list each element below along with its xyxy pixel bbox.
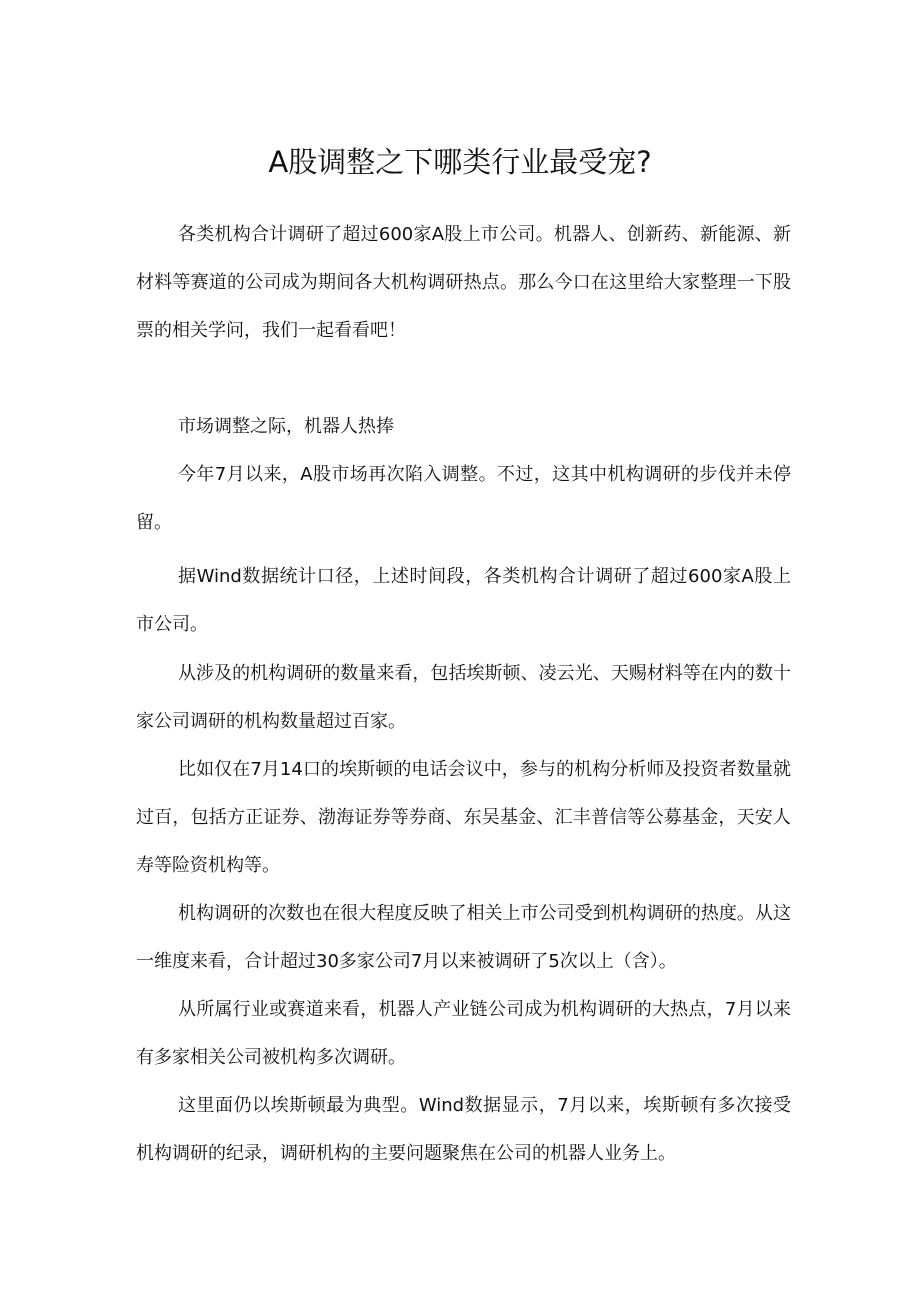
section-heading-text: 市场调整之际，机器人热捧 xyxy=(178,416,394,437)
document-title: A股调整之下哪类行业最受宠? xyxy=(268,145,652,179)
paragraph-text: 机构调研的次数也在很大程度反映了相关上市公司受到机构调研的热度。从这一维度来看，合计超过30多家公司7月以来被调研了5次以上（含）。 xyxy=(136,903,791,972)
paragraph-text: 今年7月以来，A股市场再次陷入调整。不过，这其中机构调研的步伐并未停留。 xyxy=(136,464,791,533)
paragraph-research-count xyxy=(136,650,791,746)
paragraph-wind-statistics xyxy=(136,553,791,649)
paragraph-text: 比如仅在7月14口的埃斯顿的电话会议中，参与的机构分析师及投资者数量就过百，包括方正证券、渤海证券等券商、东吴基金、汇丰普信等公募基金，天安人寿等险资机构等。 xyxy=(136,759,791,876)
paragraph-text: 这里面仍以埃斯顿最为典型。Wind数据显示，7月以来，埃斯顿有多次接受机构调研的纪录，调研机构的主要问题聚焦在公司的机器人业务上。 xyxy=(136,1095,791,1164)
paragraph-text: 据Wind数据统计口径，上述时间段，各类机构合计调研了超过600家A股上市公司。 xyxy=(136,566,791,635)
paragraph-market-adjustment xyxy=(136,451,791,547)
section-heading xyxy=(136,403,791,451)
paragraph-text: 从所属行业或赛道来看，机器人产业链公司成为机构调研的大热点，7月以来有多家相关公司被机构多次调研。 xyxy=(136,999,791,1068)
paragraph-conference-call xyxy=(136,746,791,890)
paragraph-typical-case xyxy=(136,1082,791,1178)
paragraph-text: 各类机构合计调研了超过600家A股上市公司。机器人、创新药、新能源、新材料等赛道的公司成为期间各大机构调研热点。那么今口在这里给大家整理一下股票的相关学问，我们一起看看吧！ xyxy=(136,224,791,341)
paragraph-research-frequency xyxy=(136,890,791,986)
paragraph-industry-focus xyxy=(136,986,791,1082)
paragraph-intro xyxy=(136,211,791,355)
paragraph-text: 从涉及的机构调研的数量来看，包括埃斯顿、凌云光、天赐材料等在内的数十家公司调研的机构数量超过百家。 xyxy=(136,663,791,732)
